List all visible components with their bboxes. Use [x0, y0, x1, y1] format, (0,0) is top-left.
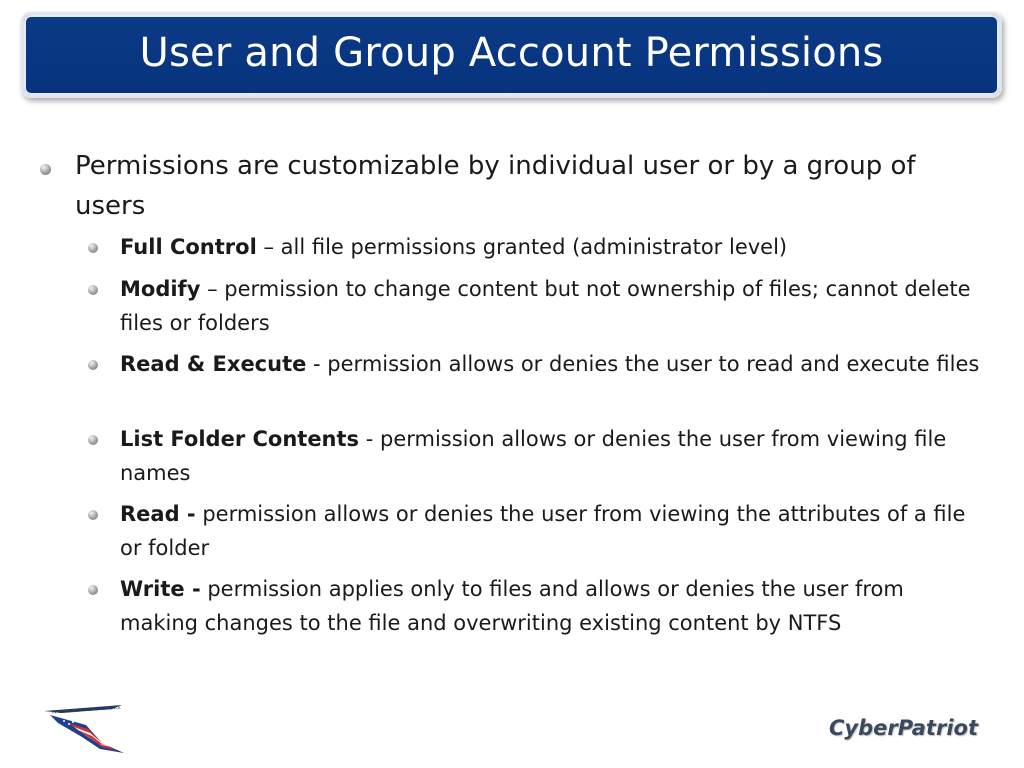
sub-bullet-read — [120, 497, 980, 565]
description: – all file permissions granted (administrator level) — [256, 235, 788, 259]
main-bullet: Permissions are customizable by individual user or by a group of users — [75, 151, 916, 221]
eagle-flag-logo — [42, 703, 132, 755]
slide-title: User and Group Account Permissions — [139, 30, 884, 76]
description: permission allows or denies the user from viewing the attributes of a file or folder — [120, 502, 966, 560]
description: - permission allows or denies the user to read and execute files — [306, 352, 980, 376]
description: permission applies only to files and allows or denies the user from making changes to the file and overwriting existing content by NTFS — [120, 577, 904, 635]
sub-bullet-modify — [120, 272, 980, 340]
term: Read & Execute — [120, 352, 307, 376]
bullet-icon — [88, 435, 98, 445]
term: Full Control — [120, 235, 257, 259]
bullet-icon — [88, 585, 98, 595]
description: – permission to change content but not ownership of files; cannot delete files or folders — [120, 277, 971, 335]
bullet-icon — [88, 243, 98, 253]
sub-bullet-write — [120, 572, 980, 640]
term: Read - — [120, 502, 196, 526]
cyberpatriot-brand: CyberPatriot — [828, 716, 978, 740]
description: - permission allows or denies the user from viewing file names — [120, 427, 947, 485]
sub-bullet-read-execute — [120, 347, 980, 381]
term: Write - — [120, 577, 201, 601]
logo-motto: INTEGRITY, SERVICE, EXCELLENCE — [51, 704, 121, 715]
bullet-icon — [88, 285, 98, 295]
term: Modify — [120, 277, 201, 301]
bullet-icon — [40, 164, 51, 175]
bullet-icon — [88, 510, 98, 520]
sub-bullet-full-control — [120, 230, 980, 264]
sub-bullet-list-folder-contents — [120, 422, 980, 490]
bullet-icon — [88, 360, 98, 370]
term: List Folder Contents — [120, 427, 360, 451]
slide-title-bar — [21, 12, 1002, 98]
